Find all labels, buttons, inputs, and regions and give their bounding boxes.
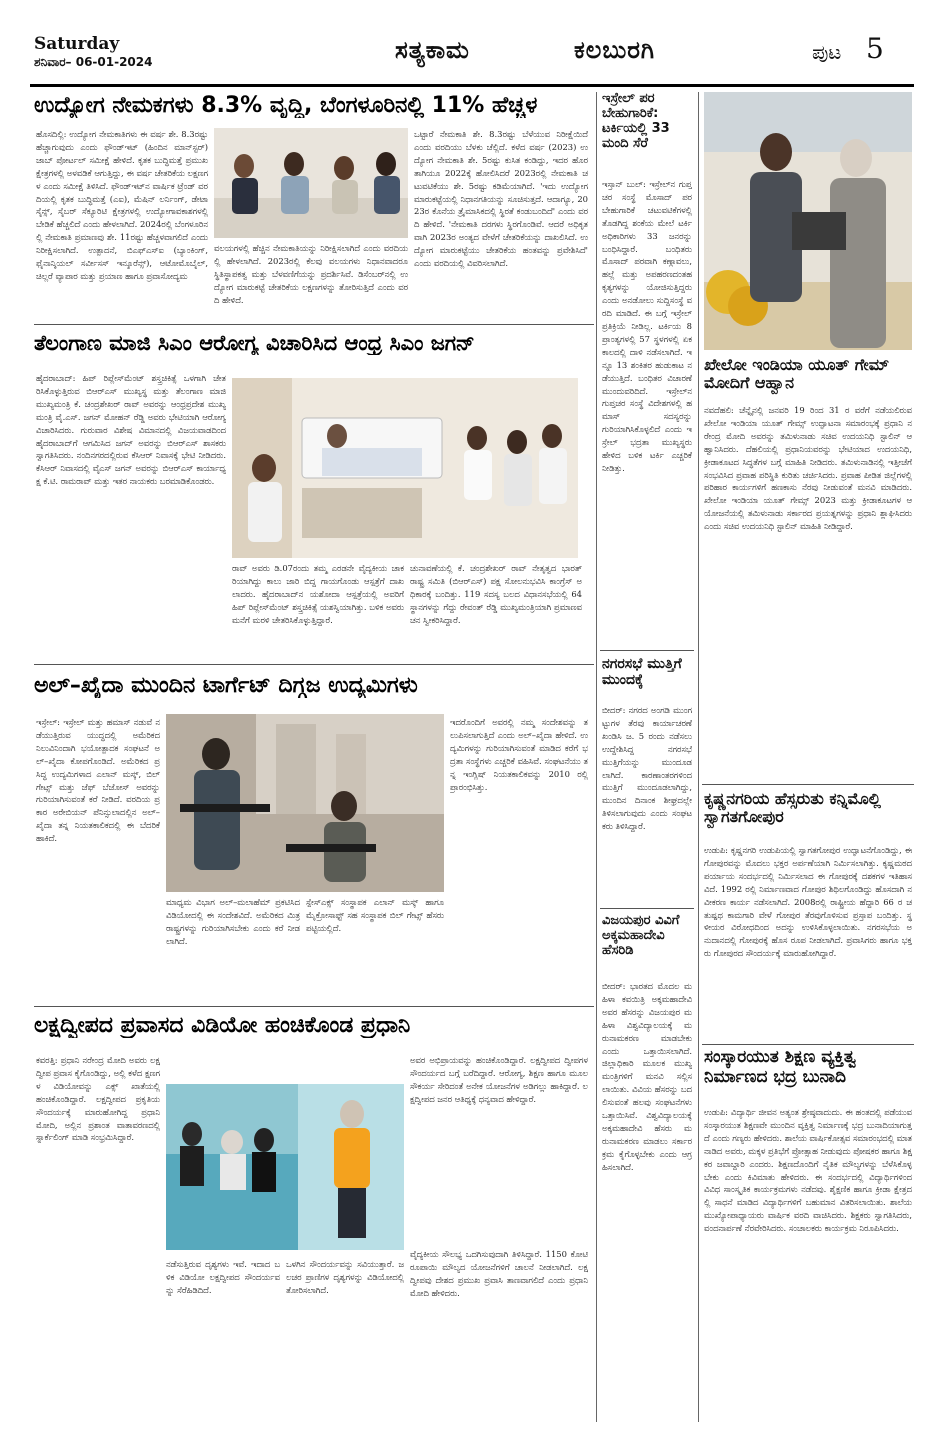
jagan-col1: ಹೈದರಾಬಾದ್: ಹಿಪ್ ರಿಪ್ಲೇಸ್‌ಮೆಂಟ್ ಶಸ್ತ್ರಚಿಕಿತ್ಸೆ ಒಳಗಾಗಿ ಚೇತರಿಸಿಕೊಳ್ಳುತ್ತಿರುವ ಬಿಆರ್‌ಎಸ್ ಮುಖ್ಯಸ್ಥ ಮತ್ತು ತೆಲಂಗಾಣ ಮಾಜಿ ಮುಖ್ಯಮಂತ್ರಿ ಕೆ. ಚಂದ್ರಶೇಖರ್ ರಾವ್ ಅವರನ್ನು ಆಂಧ್ರಪ್ರದೇಶ ಮುಖ್ಯಮಂತ್ರಿ ವೈ.ಎಸ್. ಜಗನ್ ಮೋಹನ್ ರೆಡ್ಡಿ ಅವರು ಭೇಟಿಯಾಗಿ ಆರೋಗ್ಯ ವಿಚಾರಿಸಿದರು. ಗುರುವಾರ ವಿಶೇಷ ವಿಮಾನದಲ್ಲಿ ವಿಜಯವಾಡದಿಂದ ಹೈದರಾಬಾದ್‌ಗೆ ಆಗಮಿಸಿದ ಜಗನ್ ಅವರನ್ನು ಬಿಆರ್‌ಎಸ್ ಶಾಸಕರು ಸ್ವಾಗತಿಸಿದರು. ನಂದಿನಗರದಲ್ಲಿರುವ ಕೆಸಿಆರ್ ನಿವಾಸಕ್ಕೆ ಭೇಟಿ ನೀಡಿದರು. ಕೆಸಿಆರ್ ನಿವಾಸದಲ್ಲಿ ವೈಎಸ್ ಜಗನ್ ಅವರನ್ನು ಬಿಆರ್‌ಎಸ್ ಕಾರ್ಯಾಧ್ಯಕ್ಷ ಕೆ.ಟಿ. ರಾಮರಾವ್ ಮತ್ತು ಇತರ ನಾಯಕರು ಬರಮಾಡಿಕೊಂಡರು.	[36, 373, 226, 487]
column-rule-left	[596, 92, 597, 1422]
masthead-paper-name: ಸತ್ಯಕಾಮ	[395, 36, 470, 64]
masthead-rule	[30, 84, 914, 87]
lakshadweep-col3: ಒಳಗಿನ ಸೌಂದರ್ಯವನ್ನು ಸವಿಯುತ್ತಾರೆ. ಜಲಚರ ಪ್ರಾಣಿಗಳ ದೃಶ್ಯಗಳನ್ನು ವಿಡಿಯೋದಲ್ಲಿ ತೋರಿಸಲಾಗಿದೆ.	[286, 1259, 404, 1295]
khelo-headline: ಖೇಲೋ ಇಂಡಿಯಾ ಯೂತ್ ಗೇಮ್ ಮೋದಿಗೆ ಆಹ್ವಾನ	[704, 356, 890, 393]
divider-3	[34, 1006, 594, 1007]
divider-1	[34, 324, 594, 325]
jagan-col2: ರಾವ್ ಅವರು ಡಿ.07ರಂದು ತಮ್ಮ ಎರಡನೇ ವೈದ್ಯಕೀಯ ಚಾಕರಿಯಾಗಿದ್ದು ಕಾಲು ಜಾರಿ ಬಿದ್ದ ಗಾಯಗೊಂಡು ಆಸ್ಪತ್ರೆಗೆ ದಾಖಲಾದರು. ಹೈದರಾಬಾದ್‌ನ ಯಶೋದಾ ಆಸ್ಪತ್ರೆಯಲ್ಲಿ ಅವರಿಗೆ ಹಿಪ್ ರಿಪ್ಲೇಸ್‌ಮೆಂಟ್ ಶಸ್ತ್ರಚಿಕಿತ್ಸೆ ಯಶಸ್ವಿಯಾಗಿತ್ತು. ಬಳಿಕ ಅವರು ಮನೆಗೆ ಮರಳಿ ಚೇತರಿಸಿಕೊಳ್ಳುತ್ತಿದ್ದಾರೆ.	[232, 563, 404, 625]
alqaeda-col1: ಇಸ್ರೇಲ್: ಇಸ್ರೇಲ್ ಮತ್ತು ಹಮಾಸ್ ನಡುವೆ ನಡೆಯುತ್ತಿರುವ ಯುದ್ಧದಲ್ಲಿ ಅಮೆರಿಕದ ನಿಲುವಿನಿಂದಾಗಿ ಭಯೋತ್ಪಾದಕ ಸಂಘಟನೆ ಅಲ್–ಖೈದಾ ಕೋಪಗೊಂಡಿದೆ. ಅಮೆರಿಕದ ಪ್ರಸಿದ್ಧ ಉದ್ಯಮಿಗಳಾದ ಎಲಾನ್ ಮಸ್ಕ್, ಬಿಲ್ ಗೇಟ್ಸ್ ಮತ್ತು ಜೆಫ್ ಬೆಜೋಸ್ ಅವರನ್ನು ಗುರಿಯಾಗಿಸುವಂತೆ ಕರೆ ನೀಡಿದೆ. ವರದಿಯ ಪ್ರಕಾರ ಅರೇಬಿಯನ್ ಪೆನಿನ್ಸುಲಾದಲ್ಲಿನ ಅಲ್–ಖೈದಾ ತನ್ನ ನಿಯತಕಾಲಿಕದಲ್ಲಿ ಈ ಬೆದರಿಕೆ ಹಾಕಿದೆ.	[36, 717, 160, 844]
lakshadweep-headline: ಲಕ್ಷದ್ವೀಪದ ಪ್ರವಾಸದ ವಿಡಿಯೋ ಹಂಚಿಕೊಂಡ ಪ್ರಧಾನಿ	[34, 1014, 411, 1038]
page-label: ಪುಟ	[812, 40, 842, 64]
jagan-photo	[232, 378, 578, 558]
alqaeda-headline: ಅಲ್–ಖೈದಾ ಮುಂದಿನ ಟಾರ್ಗೆಟ್ ದಿಗ್ಗಜ ಉದ್ಯಮಿಗಳು	[34, 674, 418, 698]
jobs-col1: ಹೊಸದಿಲ್ಲಿ: ಉದ್ಯೋಗ ನೇಮಕಾತಿಗಳು ಈ ವರ್ಷ ಶೇ. 8.3ರಷ್ಟು ಹೆಚ್ಚಾಗುವುದು ಎಂದು ಫೌಂಡ್‌ಇಟ್ (ಹಿಂದಿನ ಮಾನ್‌ಸ್ಟರ್) ಜಾಬ್ ಪೋರ್ಟಲ್ ಸಮೀಕ್ಷೆ ಹೇಳಿದೆ. ಕೃತಕ ಬುದ್ಧಿಮತ್ತೆ ಪ್ರಮುಖ ಕ್ಷೇತ್ರಗಳಲ್ಲಿ ಅಳವಡಿಕೆ ಆಗುತ್ತಿದ್ದು, ಈ ವರ್ಷ ಚೇತರಿಕೆಯ ಲಕ್ಷಣಗಳ ಎಂದು ಸಮೀಕ್ಷೆ ತಿಳಿಸಿದೆ. ಫೌಂಡ್‌ಇಟ್‌ನ ವಾರ್ಷಿಕ ಟ್ರೆಂಡ್ ವರದಿಯಲ್ಲಿ ಕೃತಕ ಬುದ್ಧಿಮತ್ತೆ (ಎಐ), ಮೆಷಿನ್ ಲರ್ನಿಂಗ್, ಡೇಟಾ ಸೈನ್ಸ್, ಸೈಬರ್ ಸೆಕ್ಯೂರಿಟಿ ಕ್ಷೇತ್ರಗಳಲ್ಲಿ ಉದ್ಯೋಗಾವಕಾಶಗಳಲ್ಲಿ ಬೇಡಿಕೆ ಹೆಚ್ಚಲಿದೆ ಎಂದು ಹೇಳಲಾಗಿದೆ. 2024ರಲ್ಲಿ ಬೆಂಗಳೂರಿನಲ್ಲಿ ನೇಮಕಾತಿ ಪ್ರಮಾಣವು ಶೇ. 11ರಷ್ಟು ಹೆಚ್ಚಳವಾಗಲಿದೆ ಎಂದು ನಿರೀಕ್ಷಿಸಲಾಗಿದೆ. ಉತ್ಪಾದನೆ, ಬಿಎಫ್‌ಎಸ್‌ಐ (ಬ್ಯಾಂಕಿಂಗ್, ಫೈನಾನ್ಶಿಯಲ್ ಸರ್ವೀಸಸ್ ಇನ್ಶೂರೆನ್ಸ್), ಆಟೋಮೊಬೈಲ್, ಚಿಲ್ಲರೆ ವ್ಯಾಪಾರ ಮತ್ತು ಪ್ರಯಾಣ ಹಾಗೂ ಪ್ರವಾಸೋದ್ಯಮ	[36, 129, 208, 281]
vijayapura-headline: ವಿಜಯಪುರ ವಿವಿಗೆ ಅಕ್ಕಮಹಾದೇವಿ ಹೆಸರಿಡಿ	[602, 914, 680, 958]
turkey-body: ಇಸ್ತಾನ್ ಬುಲ್: ಇಸ್ರೇಲ್‌ನ ಗುಪ್ತಚರ ಸಂಸ್ಥೆ ಮೊಸಾದ್ ಪರ ಬೇಹುಗಾರಿಕೆ ಚಟುವಟಿಕೆಗಳಲ್ಲಿ ತೊಡಗಿದ್ದ ಶಂಕೆಯ ಮೇಲೆ ಟರ್ಕಿ ಅಧಿಕಾರಿಗಳು 33 ಜನರನ್ನು ಬಂಧಿಸಿದ್ದಾರೆ. ಬಂಧಿತರು ಮೊಸಾದ್ ಪರವಾಗಿ ಕಣ್ಗಾವಲು, ಹಲ್ಲೆ ಮತ್ತು ಅಪಹರಣದಂತಹ ಕೃತ್ಯಗಳನ್ನು ಯೋಜಿಸುತ್ತಿದ್ದರು ಎಂದು ಅನಡೋಲು ಸುದ್ದಿಸಂಸ್ಥೆ ವರದಿ ಮಾಡಿದೆ. ಈ ಬಗ್ಗೆ ಇಸ್ರೇಲ್ ಪ್ರತಿಕ್ರಿಯೆ ನೀಡಿಲ್ಲ. ಟರ್ಕಿಯ 8 ಪ್ರಾಂತ್ಯಗಳಲ್ಲಿ 57 ಸ್ಥಳಗಳಲ್ಲಿ ಏಕಕಾಲದಲ್ಲಿ ದಾಳಿ ನಡೆಸಲಾಗಿದೆ. ಇನ್ನೂ 13 ಶಂಕಿತರ ಹುಡುಕಾಟ ನಡೆಯುತ್ತಿದೆ. ಬಂಧಿತರ ವಿಚಾರಣೆ ಮುಂದುವರಿದಿದೆ. ಇಸ್ರೇಲ್‌ನ ಗುಪ್ತಚರ ಸಂಸ್ಥೆ ವಿದೇಶಗಳಲ್ಲಿ ಹಮಾಸ್ ಸದಸ್ಯರನ್ನು ಗುರಿಯಾಗಿಸಿಕೊಳ್ಳಲಿದೆ ಎಂದು ಇಸ್ರೇಲ್ ಭದ್ರತಾ ಮುಖ್ಯಸ್ಥರು ಹೇಳಿದ ಬಳಿಕ ಟರ್ಕಿ ಎಚ್ಚರಿಕೆ ನೀಡಿತ್ತು.	[602, 179, 692, 473]
vijayapura-body: ಬೀದರ್: ಭಾರತದ ಮೊದಲ ಮಹಿಳಾ ಕವಯಿತ್ರಿ ಅಕ್ಕಮಹಾದೇವಿ ಅವರ ಹೆಸರನ್ನು ವಿಜಯಪುರ ಮಹಿಳಾ ವಿಶ್ವವಿದ್ಯಾಲಯಕ್ಕೆ ಮರುನಾಮಕರಣ ಮಾಡಬೇಕು ಎಂದು ಒತ್ತಾಯಿಸಲಾಗಿದೆ. ಜಿಲ್ಲಾಧಿಕಾರಿ ಮೂಲಕ ಮುಖ್ಯಮಂತ್ರಿಗಳಿಗೆ ಮನವಿ ಸಲ್ಲಿಸಲಾಯಿತು. ವಿವಿಯ ಹೆಸರನ್ನು ಬದಲಿಸುವಂತೆ ಹಲವು ಸಂಘಟನೆಗಳು ಒತ್ತಾಯಿಸಿವೆ. ವಿಶ್ವವಿದ್ಯಾಲಯಕ್ಕೆ ಅಕ್ಕಮಹಾದೇವಿ ಹೆಸರು ಮರುನಾಮಕರಣ ಮಾಡಲು ಸರ್ಕಾರ ಕ್ರಮ ಕೈಗೊಳ್ಳಬೇಕು ಎಂದು ಆಗ್ರಹಿಸಲಾಗಿದೆ.	[602, 981, 692, 1172]
khelo-photo	[704, 92, 912, 350]
militants-photo	[166, 714, 444, 892]
divider-right-1	[702, 784, 914, 785]
lakshadweep-col1: ಕವರತ್ತಿ: ಪ್ರಧಾನಿ ನರೇಂದ್ರ ಮೋದಿ ಅವರು ಲಕ್ಷದ್ವೀಪ ಪ್ರವಾಸ ಕೈಗೊಂಡಿದ್ದು, ಅಲ್ಲಿ ಕಳೆದ ಕ್ಷಣಗಳ ವಿಡಿಯೋವನ್ನು ಎಕ್ಸ್ ಖಾತೆಯಲ್ಲಿ ಹಂಚಿಕೊಂಡಿದ್ದಾರೆ. ಲಕ್ಷದ್ವೀಪದ ಪ್ರಕೃತಿಯ ಸೌಂದರ್ಯಕ್ಕೆ ಮಾರುಹೋಗಿದ್ದ ಪ್ರಧಾನಿ ಮೋದಿ, ಅಲ್ಲಿನ ಪ್ರಶಾಂತ ವಾತಾವರಣದಲ್ಲಿ ಸ್ನಾರ್ಕೆಲಿಂಗ್ ಮಾಡಿ ಸಂಭ್ರಮಿಸಿದ್ದಾರೆ.	[36, 1055, 160, 1143]
lakshadweep-col2: ನಡೆಸುತ್ತಿರುವ ದೃಶ್ಯಗಳು ಇವೆ. ಇದಾದ ಬಳಿಕ ವಿಡಿಯೋ ಲಕ್ಷದ್ವೀಪದ ಸೌಂದರ್ಯವನ್ನು ಸೆರೆಹಿಡಿದಿದೆ.	[166, 1259, 280, 1295]
office-waiting-photo	[214, 128, 408, 238]
page-number: 5	[866, 32, 884, 65]
column-rule-right	[698, 92, 699, 1422]
masthead-date: ಶನಿವಾರ– 06-01-2024	[34, 55, 153, 69]
turkey-headline: ಇಸ್ರೇಲ್ ಪರ ಬೇಹುಗಾರಿಕೆ: ಟರ್ಕಿಯಲ್ಲಿ 33 ಮಂದಿ ಸೆರೆ	[602, 92, 670, 151]
alqaeda-col3: ಸ್ಪೇಸ್‌ಎಕ್ಸ್ ಸಂಸ್ಥಾಪಕ ಎಲಾನ್ ಮಸ್ಕ್ ಹಾಗೂ ಮೈಕ್ರೋಸಾಫ್ಟ್ ಸಹ ಸಂಸ್ಥಾಪಕ ಬಿಲ್ ಗೇಟ್ಸ್ ಹೆಸರು ಪಟ್ಟಿಯಲ್ಲಿದೆ.	[306, 897, 444, 933]
lakshadweep-col5: ವೈದ್ಯಕೀಯ ಸೌಲಭ್ಯ ಒದಗಿಸುವುದಾಗಿ ತಿಳಿಸಿದ್ದಾರೆ. 1150 ಕೋಟಿ ರೂಪಾಯಿ ಮೌಲ್ಯದ ಯೋಜನೆಗಳಿಗೆ ಚಾಲನೆ ನೀಡಲಾಗಿದೆ. ಲಕ್ಷದ್ವೀಪವು ದೇಶದ ಪ್ರಮುಖ ಪ್ರವಾಸಿ ತಾಣವಾಗಲಿದೆ ಎಂದು ಪ್ರಧಾನಿ ಮೋದಿ ಹೇಳಿದರು.	[410, 1249, 588, 1298]
hospital-visit-photo	[232, 378, 578, 558]
masthead-day: Saturday	[34, 34, 120, 54]
meeting-photo	[704, 92, 912, 350]
nagasabha-headline: ನಗರಸಭೆ ಮುತ್ತಿಗೆ ಮುಂದಕ್ಕೆ	[602, 656, 682, 689]
alqaeda-col2: ಮಾಧ್ಯಮ ವಿಭಾಗ ಅಲ್–ಮಲಾಹೆಮ್ ಪ್ರಕಟಿಸಿದ ವಿಡಿಯೋದಲ್ಲಿ ಈ ಸಂದೇಶವಿದೆ. ಅಮೆರಿಕದ ಮಿತ್ರರಾಷ್ಟ್ರಗಳನ್ನು ಗುರಿಯಾಗಿಸಬೇಕು ಎಂದು ಕರೆ ನೀಡಲಾಗಿದೆ.	[166, 897, 300, 946]
divider-2	[34, 664, 594, 665]
divider-mid-1	[600, 650, 694, 651]
lakshadweep-photo	[166, 1084, 404, 1250]
divider-right-2	[702, 1044, 914, 1045]
jagan-headline: ತೆಲಂಗಾಣ ಮಾಜಿ ಸಿಎಂ ಆರೋಗ್ಯ ವಿಚಾರಿಸಿದ ಆಂಧ್ರ ಸಿಎಂ ಜಗನ್	[34, 332, 475, 355]
snorkeling-photo	[166, 1084, 404, 1250]
alqaeda-photo	[166, 714, 444, 892]
jobs-headline: ಉದ್ಯೋಗ ನೇಮಕಗಳು 8.3% ವೃದ್ಧಿ, ಬೆಂಗಳೂರಿನಲ್ಲಿ 11% ಹೆಚ್ಚಳ	[34, 94, 538, 118]
divider-mid-2	[600, 908, 694, 909]
nagasabha-body: ಬೀದರ್: ನಗರದ ಅಂಗಡಿ ಮುಂಗಟ್ಟುಗಳ ತೆರವು ಕಾರ್ಯಾಚರಣೆ ಖಂಡಿಸಿ ಜ. 5 ರಂದು ನಡೆಸಲು ಉದ್ದೇಶಿಸಿದ್ದ ನಗರಸಭೆ ಮುತ್ತಿಗೆಯನ್ನು ಮುಂದೂಡಲಾಗಿದೆ. ಕಾರಣಾಂತರಗಳಿಂದ ಮುತ್ತಿಗೆ ಮುಂದೂಡಲಾಗಿದ್ದು, ಮುಂದಿನ ದಿನಾಂಕ ಶೀಘ್ರದಲ್ಲೇ ತಿಳಿಸಲಾಗುವುದು ಎಂದು ಸಂಘಟಕರು ತಿಳಿಸಿದ್ದಾರೆ.	[602, 705, 692, 832]
jobs-photo	[214, 128, 408, 238]
jobs-col3: ಒಟ್ಟಾರೆ ನೇಮಕಾತಿ ಶೇ. 8.3ರಷ್ಟು ಬೆಳೆಯುವ ನಿರೀಕ್ಷೆಯಿದೆ ಎಂದು ವರದಿಯು ಬೆಳಕು ಚೆಲ್ಲಿದೆ. ಕಳೆದ ವರ್ಷ (2023) ಉದ್ಯೋಗ ನೇಮಕಾತಿ ಶೇ. 5ರಷ್ಟು ಕುಸಿತ ಕಂಡಿದ್ದು, ಇದರ ಹೊರತಾಗಿಯೂ 2022ಕ್ಕೆ ಹೋಲಿಸಿದರೆ 2023ರಲ್ಲಿ ನೇಮಕಾತಿ ಚಟುವಟಿಕೆಯು ಶೇ. 5ರಷ್ಟು ಕಡಿಮೆಯಾಗಿದೆ. 'ಇದು ಉದ್ಯೋಗ ಮಾರುಕಟ್ಟೆಯಲ್ಲಿ ನಿಧಾನಗತಿಯನ್ನು ಸೂಚಿಸುತ್ತದೆ. ಆದಾಗ್ಯೂ, 2023ರ ಕೊನೆಯ ತ್ರೈಮಾಸಿಕದಲ್ಲಿ ಸ್ಥಿರತೆ ಕಂಡುಬಂದಿದೆ' ಎಂದು ವರದಿ ಹೇಳಿದೆ. 'ನೇಮಕಾತಿ ದರಗಳು ಸ್ಥಿರಗೊಂಡಿವೆ. ಆದರೆ ಅಧಿಕೃತವಾಗಿ 2023ರ ಅಂತ್ಯದ ವೇಳೆಗೆ ಚೇತರಿಕೆಯನ್ನು ದಾಖಲಿಸಿದೆ. ಉದ್ಯೋಗ ಮಾರುಕಟ್ಟೆಯು ಚೇತರಿಕೆಯ ಹಂತವನ್ನು ಪ್ರವೇಶಿಸಿದೆ' ಎಂದು ವರದಿಯಲ್ಲಿ ವಿವರಿಸಲಾಗಿದೆ.	[414, 129, 588, 269]
alqaeda-col4: ಇದರೊಂದಿಗೆ ಅವರಲ್ಲಿ ನಮ್ಮ ಸಂದೇಶವನ್ನು ತಲುಪಿಸಲಾಗುತ್ತಿದೆ ಎಂದು ಅಲ್–ಖೈದಾ ಹೇಳಿದೆ. ಉದ್ಯಮಿಗಳನ್ನು ಗುರಿಯಾಗಿಸುವಂತೆ ಮಾಡಿದ ಕರೆಗೆ ಭದ್ರತಾ ಸಂಸ್ಥೆಗಳು ಎಚ್ಚರಿಕೆ ವಹಿಸಿವೆ. ಸಂಘಟನೆಯು ತನ್ನ ಇಂಗ್ಲಿಷ್ ನಿಯತಕಾಲಿಕವನ್ನು 2010 ರಲ್ಲಿ ಪ್ರಾರಂಭಿಸಿತ್ತು.	[450, 717, 588, 792]
education-body: ಉಡುಪಿ: ವಿದ್ಯಾರ್ಥಿ ಜೀವನ ಅತ್ಯಂತ ಶ್ರೇಷ್ಠವಾದುದು. ಈ ಹಂತದಲ್ಲಿ ಪಡೆಯುವ ಸಂಸ್ಕಾರಯುತ ಶಿಕ್ಷಣವೇ ಮುಂದಿನ ವ್ಯಕ್ತಿತ್ವ ನಿರ್ಮಾಣಕ್ಕೆ ಭದ್ರ ಬುನಾದಿಯಾಗುತ್ತದೆ ಎಂದು ಗಣ್ಯರು ಹೇಳಿದರು. ಶಾಲೆಯ ವಾರ್ಷಿಕೋತ್ಸವ ಸಮಾರಂಭದಲ್ಲಿ ಮಾತನಾಡಿದ ಅವರು, ಮಕ್ಕಳ ಪ್ರತಿಭೆಗೆ ಪ್ರೋತ್ಸಾಹ ನೀಡುವುದು ಪೋಷಕರ ಹಾಗೂ ಶಿಕ್ಷಕರ ಜವಾಬ್ದಾರಿ ಎಂದರು. ಶಿಕ್ಷಣದೊಂದಿಗೆ ನೈತಿಕ ಮೌಲ್ಯಗಳನ್ನು ಬೆಳೆಸಿಕೊಳ್ಳಬೇಕು ಎಂದು ಕಿವಿಮಾತು ಹೇಳಿದರು. ಈ ಸಂದರ್ಭದಲ್ಲಿ ವಿದ್ಯಾರ್ಥಿಗಳಿಂದ ವಿವಿಧ ಸಾಂಸ್ಕೃತಿಕ ಕಾರ್ಯಕ್ರಮಗಳು ನಡೆದವು. ಶೈಕ್ಷಣಿಕ ಹಾಗೂ ಕ್ರೀಡಾ ಕ್ಷೇತ್ರದಲ್ಲಿ ಸಾಧನೆ ಮಾಡಿದ ವಿದ್ಯಾರ್ಥಿಗಳಿಗೆ ಬಹುಮಾನ ವಿತರಿಸಲಾಯಿತು. ಶಾಲೆಯ ಮುಖ್ಯೋಪಾಧ್ಯಾಯರು ವಾರ್ಷಿಕ ವರದಿ ವಾಚಿಸಿದರು. ಶಿಕ್ಷಕರು ಸ್ವಾಗತಿಸಿದರು, ವಂದನಾರ್ಪಣೆ ನೆರವೇರಿಸಿದರು. ಸಂಚಾಲಕರು ಕಾರ್ಯಕ್ರಮ ನಿರೂಪಿಸಿದರು.	[704, 1107, 912, 1234]
lakshadweep-col4: ಅವರ ಅಭಿಪ್ರಾಯವನ್ನು ಹಂಚಿಕೊಂಡಿದ್ದಾರೆ. ಲಕ್ಷದ್ವೀಪದ ದ್ವೀಪಗಳ ಸೌಂದರ್ಯದ ಬಗ್ಗೆ ಬರೆದಿದ್ದಾರೆ. ಆರೋಗ್ಯ, ಶಿಕ್ಷಣ ಹಾಗೂ ಮೂಲಸೌಕರ್ಯ ಸೇರಿದಂತೆ ಅನೇಕ ಯೋಜನೆಗಳ ಅಡಿಗಲ್ಲು ಹಾಕಿದ್ದಾರೆ. ಲಕ್ಷದ್ವೀಪದ ಜನರ ಆತಿಥ್ಯಕ್ಕೆ ಧನ್ಯವಾದ ಹೇಳಿದ್ದಾರೆ.	[410, 1055, 588, 1104]
kanimozhi-headline: ಕೃಷ್ಣನಗರಿಯ ಹೆಸ್ಸರುತು ಕನ್ನಿಮೊಲ್ಲಿ ಸ್ವಾಗತಗೋಪುರ	[704, 790, 881, 827]
education-headline: ಸಂಸ್ಕಾರಯುತ ಶಿಕ್ಷಣ ವ್ಯಕ್ತಿತ್ವ ನಿರ್ಮಾಣದ ಭದ್ರ ಬುನಾದಿ	[704, 1048, 856, 1087]
jobs-col2: ವಲಯಗಳಲ್ಲಿ ಹೆಚ್ಚಿನ ನೇಮಕಾತಿಯನ್ನು ನಿರೀಕ್ಷಿಸಲಾಗಿದೆ ಎಂದು ವರದಿಯಲ್ಲಿ ಹೇಳಲಾಗಿದೆ. 2023ರಲ್ಲಿ ಕೆಲವು ವಲಯಗಳು ನಿಧಾನವಾದರೂ ಸ್ಥಿತಿಸ್ಥಾಪಕತ್ವ ಮತ್ತು ಬೆಳವಣಿಗೆಯನ್ನು ಪ್ರದರ್ಶಿಸಿವೆ. ಡಿಸೆಂಬರ್‌ನಲ್ಲಿ ಉದ್ಯೋಗ ಮಾರುಕಟ್ಟೆ ಚೇತರಿಕೆಯ ಲಕ್ಷಣಗಳನ್ನು ತೋರಿಸುತ್ತಿದೆ ಎಂದು ವರದಿ ಹೇಳಿದೆ.	[214, 243, 408, 305]
jagan-col3: ಚುನಾವಣೆಯಲ್ಲಿ ಕೆ. ಚಂದ್ರಶೇಖರ್ ರಾವ್ ನೇತೃತ್ವದ ಭಾರತ್ ರಾಷ್ಟ್ರ ಸಮಿತಿ (ಬಿಆರ್‌ಎಸ್) ಪಕ್ಷ ಸೋಲನುಭವಿಸಿ ಕಾಂಗ್ರೆಸ್ ಅಧಿಕಾರಕ್ಕೆ ಬಂದಿತ್ತು. 119 ಸದಸ್ಯ ಬಲದ ವಿಧಾನಸಭೆಯಲ್ಲಿ 64 ಸ್ಥಾನಗಳನ್ನು ಗೆದ್ದು ರೇವಂತ್ ರೆಡ್ಡಿ ಮುಖ್ಯಮಂತ್ರಿಯಾಗಿ ಪ್ರಮಾಣವಚನ ಸ್ವೀಕರಿಸಿದ್ದಾರೆ.	[410, 563, 582, 625]
khelo-body: ನವದೆಹಲಿ: ಚೆನ್ನೈನಲ್ಲಿ ಜನವರಿ 19 ರಿಂದ 31 ರ ವರೆಗೆ ನಡೆಯಲಿರುವ ಖೇಲೋ ಇಂಡಿಯಾ ಯೂತ್ ಗೇಮ್ಸ್ ಉದ್ಘಾಟನಾ ಸಮಾರಂಭಕ್ಕೆ ಪ್ರಧಾನಿ ನರೇಂದ್ರ ಮೋದಿ ಅವರನ್ನು ತಮಿಳುನಾಡು ಸಚಿವ ಉದಯನಿಧಿ ಸ್ಟಾಲಿನ್ ಆಹ್ವಾನಿಸಿದರು. ದೆಹಲಿಯಲ್ಲಿ ಪ್ರಧಾನಿಯವರನ್ನು ಭೇಟಿಯಾದ ಉದಯನಿಧಿ, ಕ್ರೀಡಾಕೂಟದ ಸಿದ್ಧತೆಗಳ ಬಗ್ಗೆ ಮಾಹಿತಿ ನೀಡಿದರು. ತಮಿಳುನಾಡಿನಲ್ಲಿ ಇತ್ತೀಚೆಗೆ ಸಂಭವಿಸಿದ ಪ್ರವಾಹ ಪರಿಸ್ಥಿತಿ ಕುರಿತು ಚರ್ಚಿಸಿದರು. ಪ್ರವಾಹ ಪೀಡಿತ ಜಿಲ್ಲೆಗಳಲ್ಲಿ ಪರಿಹಾರ ಕಾರ್ಯಗಳಿಗೆ ಹಣಕಾಸು ನೆರವು ನೀಡುವಂತೆ ಮನವಿ ಮಾಡಿದರು. ಖೇಲೋ ಇಂಡಿಯಾ ಯೂತ್ ಗೇಮ್ಸ್ 2023 ಮತ್ತು ಕ್ರೀಡಾಕೂಟಗಳ ಆಯೋಜನೆಯಲ್ಲಿ ತಮಿಳುನಾಡು ಸರ್ಕಾರದ ಪ್ರಯತ್ನಗಳನ್ನು ಪ್ರಧಾನಿ ಶ್ಲಾಘಿಸಿದರು ಎಂದು ಸಚಿವ ಉದಯನಿಧಿ ಸ್ಟಾಲಿನ್ ಮಾಹಿತಿ ನೀಡಿದ್ದಾರೆ.	[704, 405, 912, 532]
kanimozhi-body: ಉಡುಪಿ: ಕೃಷ್ಣನಗರಿ ಉಡುಪಿಯಲ್ಲಿ ಸ್ವಾಗತಗೋಪುರ ಉದ್ಘಾಟನೆಗೊಂಡಿದ್ದು, ಈ ಗೋಪುರವನ್ನು ಮೊದಲು ಭಕ್ತರ ಅರ್ಪಣೆಯಾಗಿ ನಿರ್ಮಿಸಲಾಗಿತ್ತು. ಕೃಷ್ಣಮಠದ ಪರ್ಯಾಯ ಸಂದರ್ಭದಲ್ಲಿ ನಿರ್ಮಿಸಲಾದ ಈ ಗೋಪುರಕ್ಕೆ ದಶಕಗಳ ಇತಿಹಾಸವಿದೆ. 1992 ರಲ್ಲಿ ನಿರ್ಮಾಣವಾದ ಗೋಪುರ ಶಿಥಿಲಗೊಂಡಿದ್ದು ಹೊಸದಾಗಿ ನವೀಕರಣ ಕಾರ್ಯ ನಡೆಸಲಾಗಿದೆ. 2008ರಲ್ಲಿ ರಾಷ್ಟ್ರೀಯ ಹೆದ್ದಾರಿ 66 ರ ಚತುಷ್ಪಥ ಕಾಮಗಾರಿ ವೇಳೆ ಗೋಪುರ ತೆರವುಗೊಳಿಸುವ ಪ್ರಸ್ತಾಪ ಬಂದಿತ್ತು. ಸ್ಥಳೀಯರ ವಿರೋಧದಿಂದ ಅದನ್ನು ಉಳಿಸಿಕೊಳ್ಳಲಾಯಿತು. ನಗರಸಭೆಯ ಅನುದಾನದಲ್ಲಿ ಗೋಪುರಕ್ಕೆ ಹೊಸ ರೂಪ ನೀಡಲಾಗಿದೆ. ಪ್ರವಾಸಿಗರು ಹಾಗೂ ಭಕ್ತರು ಗೋಪುರದ ಸೌಂದರ್ಯಕ್ಕೆ ಮಾರುಹೋಗಿದ್ದಾರೆ.	[704, 845, 912, 959]
masthead-city: ಕಲಬುರಗಿ	[574, 36, 656, 64]
